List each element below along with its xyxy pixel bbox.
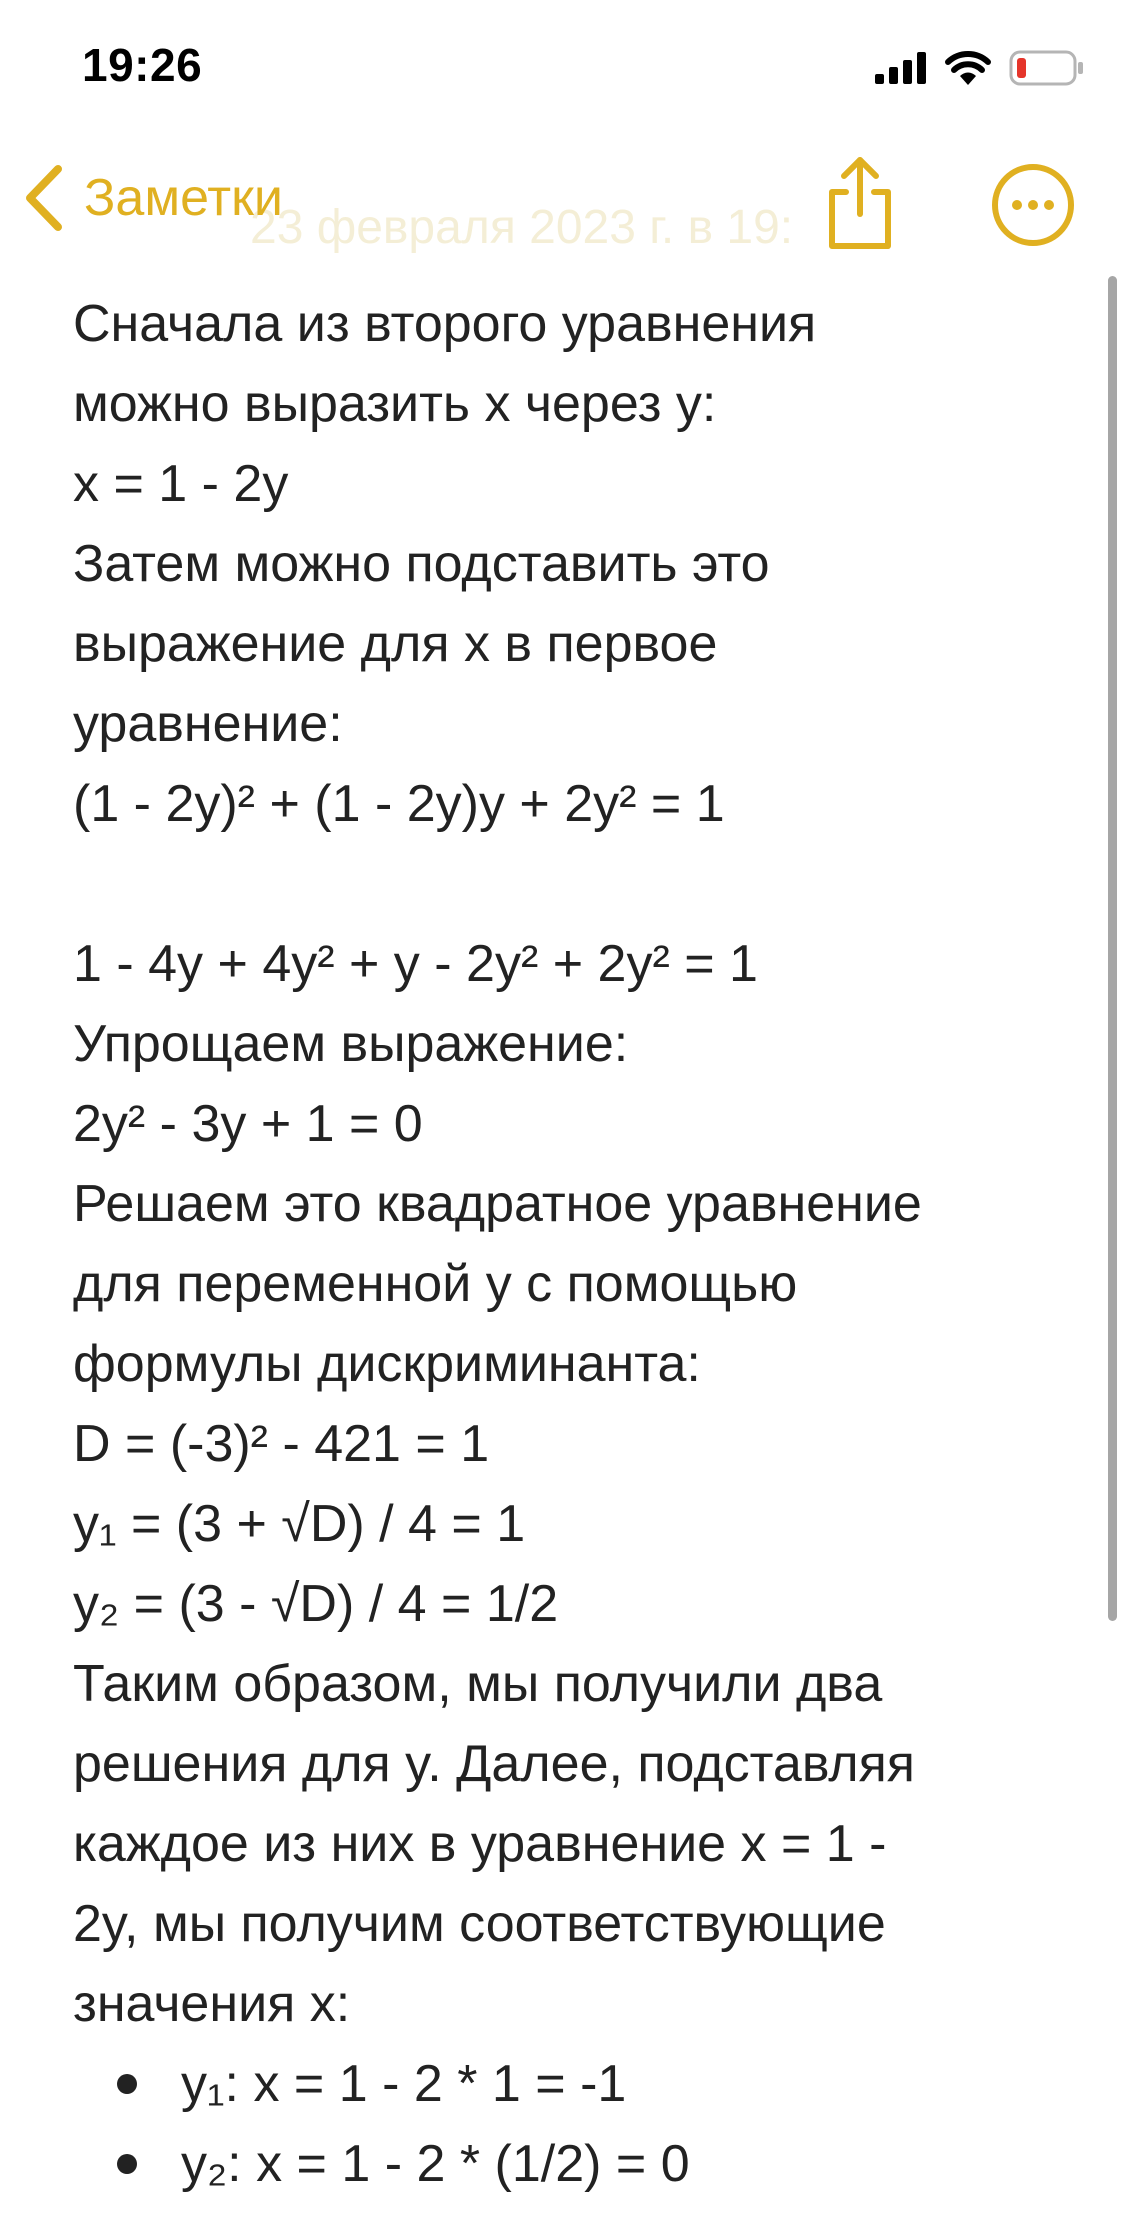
cellular-signal-icon: [875, 52, 927, 84]
note-empty-line: [73, 844, 1073, 924]
bullet-text: y₁: x = 1 - 2 * 1 = -1: [181, 2055, 627, 2113]
note-line: формулы дискриминанта:: [73, 1335, 701, 1393]
note-line: выражение для x в первое: [73, 615, 718, 673]
status-icons: [875, 48, 1085, 88]
note-line: 1 - 4y + 4y² + y - 2y² + 2y² = 1: [73, 935, 758, 993]
bullet-text: y₂: x = 1 - 2 * (1/2) = 0: [181, 2135, 690, 2193]
status-time: 19:26: [82, 39, 203, 91]
more-icon: [990, 162, 1076, 248]
status-bar: [0, 0, 1125, 140]
note-line: Упрощаем выражение:: [73, 1015, 629, 1073]
back-button-label: Заметки: [84, 169, 283, 227]
note-line: решения для y. Далее, подставляя: [73, 1735, 915, 1793]
bullet-list: [73, 2044, 1073, 2204]
note-line: x = 1 - 2y: [73, 455, 289, 513]
note-line: Затем можно подставить это: [73, 535, 770, 593]
note-line: можно выразить x через y:: [73, 375, 717, 433]
note-line: y₂ = (3 - √D) / 4 = 1/2: [73, 1575, 559, 1633]
battery-low-icon: [1009, 50, 1085, 86]
more-button[interactable]: [990, 162, 1076, 248]
bullet-dot: [117, 2074, 137, 2094]
bullet-item: [73, 2044, 1073, 2124]
chevron-left-icon: [22, 163, 66, 233]
note-line: уравнение:: [73, 695, 343, 753]
note-line: y₁ = (3 + √D) / 4 = 1: [73, 1495, 526, 1553]
share-button[interactable]: [820, 154, 900, 254]
note-line: значения x:: [73, 1975, 351, 2033]
note-line: D = (-3)² - 421 = 1: [73, 1415, 490, 1473]
share-icon: [820, 154, 900, 254]
note-body[interactable]: [73, 284, 1073, 2204]
note-line: 2y, мы получим соответствующие: [73, 1895, 886, 1953]
note-line: (1 - 2y)² + (1 - 2y)y + 2y² = 1: [73, 775, 725, 833]
note-line: Таким образом, мы получили два: [73, 1655, 883, 1713]
note-line: каждое из них в уравнение x = 1 -: [73, 1815, 887, 1873]
bullet-item: [73, 2124, 1073, 2204]
scroll-indicator[interactable]: [1108, 276, 1117, 1621]
wifi-icon: [945, 51, 991, 85]
note-line: для переменной y с помощью: [73, 1255, 798, 1313]
note-line: 2y² - 3y + 1 = 0: [73, 1095, 423, 1153]
note-line: Сначала из второго уравнения: [73, 295, 817, 353]
back-button[interactable]: [22, 158, 283, 238]
nav-bar: [0, 140, 1125, 270]
note-line: Решаем это квадратное уравнение: [73, 1175, 922, 1233]
bullet-dot: [117, 2154, 137, 2174]
note-date-faded: 23 февраля 2023 г. в 19:: [250, 201, 794, 254]
